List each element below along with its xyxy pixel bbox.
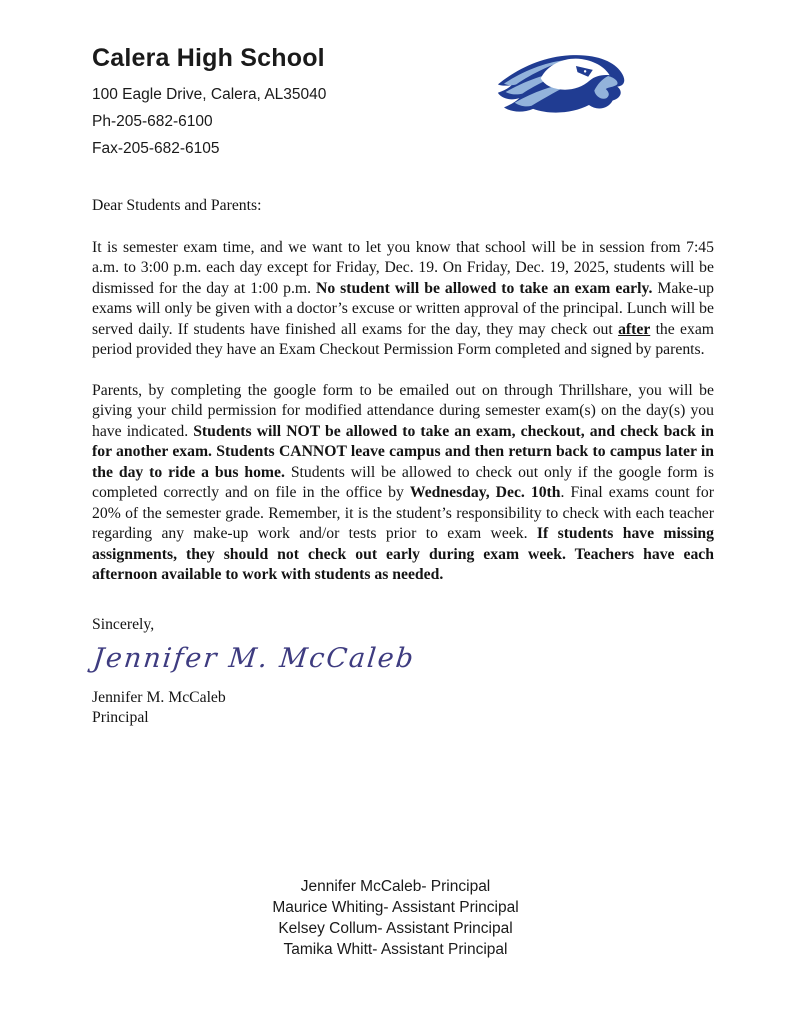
handwritten-signature: Jennifer M. McCaleb: [91, 643, 417, 674]
signer-block: [92, 688, 714, 729]
staff-line: Tamika Whitt- Assistant Principal: [283, 941, 508, 958]
paragraph-2: Parents, by completing the google form to be emailed out on through Thrillshare, you will be giving your child permission for modified attendance during semester exam(s) on the day(s) you have indicated. Students will NOT be allowed to take an exam, checkout, and check back in for another exam. Students CANNOT leave campus and then return back to campus later in the day to ride a bus home. Students will be allowed to check out only if the google form is completed correctly and on file in the office by Wednesday, Dec. 10th. Final exams count for 20% of the semester grade. Remember, it is the student’s responsibility to check with each teacher regarding any make-up work and/or tests prior to exam week. If students have missing assignments, they should not check out early during exam week. Teachers have each afternoon available to work with students as needed.: [92, 381, 714, 583]
eagle-logo-icon: [490, 40, 642, 128]
signer-name: Jennifer M. McCaleb: [92, 688, 226, 706]
staff-line: Jennifer McCaleb- Principal: [300, 878, 491, 895]
school-name: Calera High School: [92, 44, 325, 72]
staff-line: Maurice Whiting- Assistant Principal: [272, 899, 519, 916]
staff-list: [0, 876, 791, 960]
staff-line: Kelsey Collum- Assistant Principal: [278, 920, 513, 937]
letterhead: [92, 44, 714, 162]
school-address: 100 Eagle Drive, Calera, AL35040: [92, 86, 327, 103]
letter-body: [92, 196, 714, 729]
school-contact-block: [92, 44, 326, 162]
school-phone: Ph-205-682-6100: [92, 113, 213, 130]
school-fax: Fax-205-682-6105: [92, 140, 220, 157]
closing: Sincerely,: [92, 615, 155, 633]
salutation: Dear Students and Parents:: [92, 197, 262, 214]
signer-title: Principal: [92, 709, 149, 726]
paragraph-1: It is semester exam time, and we want to let you know that school will be in session from 7:45 a.m. to 3:00 p.m. each day except for Friday, Dec. 19. On Friday, Dec. 19, 2025, students will be dismissed for the day at 1:00 p.m. No student will be allowed to take an exam early. Make-up exams will only be given with a doctor’s excuse or written approval of the principal. Lunch will be served daily. If students have finished all exams for the day, they may check out after the exam period provided they have an Exam Checkout Permission Form completed and signed by parents.: [92, 238, 715, 358]
